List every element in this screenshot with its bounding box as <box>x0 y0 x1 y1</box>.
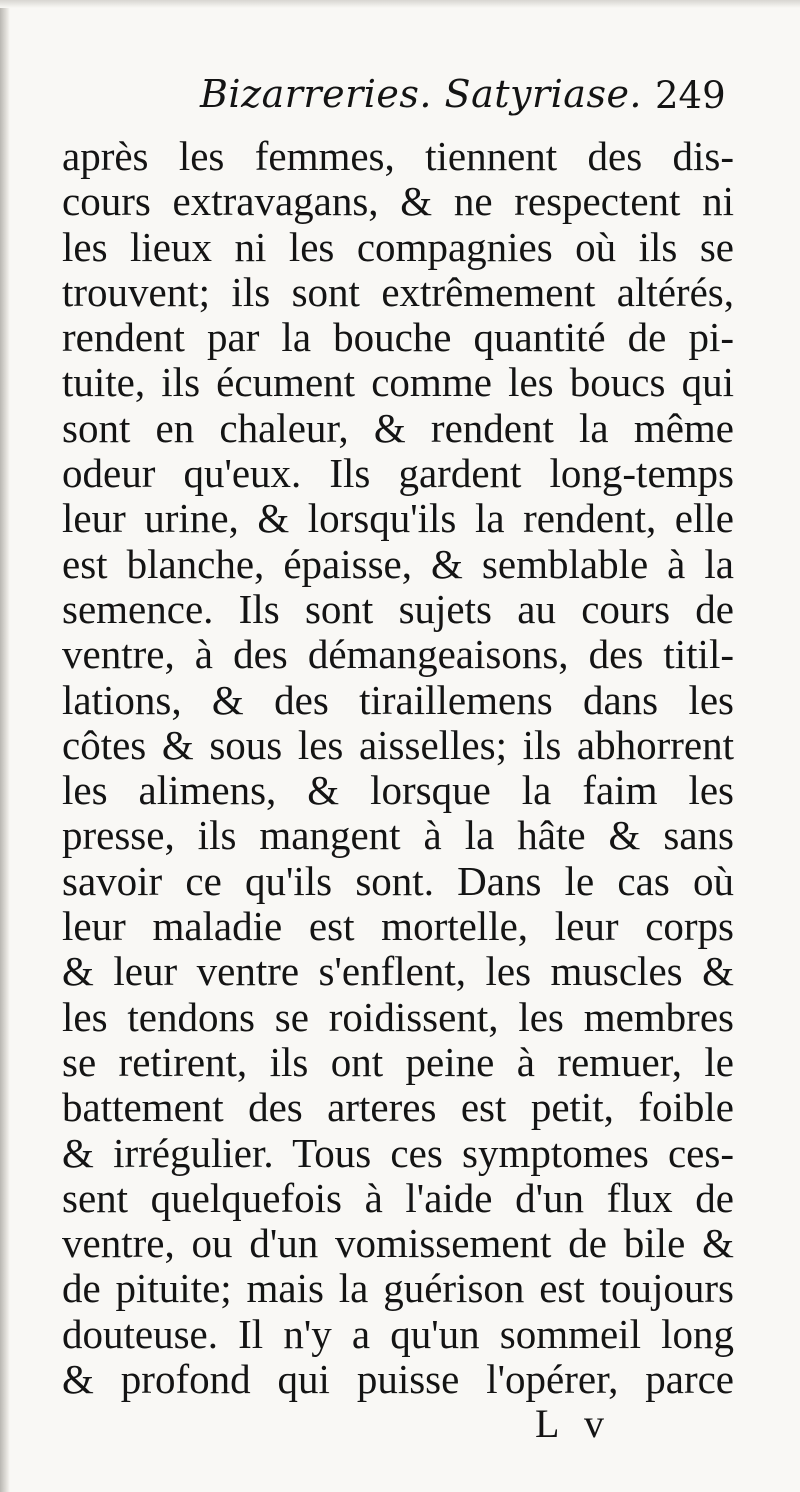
text-line: semence. Ils sont sujets au cours de <box>62 585 734 632</box>
text-line: & leur ventre s'enflent, les muscles & <box>62 948 734 995</box>
text-line: sont en chaleur, & rendent la même <box>62 404 734 451</box>
text-line: les tendons se roidissent, les membres <box>62 993 734 1040</box>
text-line: se retirent, ils ont peine à remuer, le <box>62 1038 734 1085</box>
text-line: & profond qui puisse l'opérer, parce <box>62 1356 734 1403</box>
text-line: presse, ils mangent à la hâte & sans <box>62 812 734 859</box>
text-line: savoir ce qu'ils sont. Dans le cas où <box>62 857 734 904</box>
text-line: après les femmes, tiennent des dis- <box>62 133 734 179</box>
text-line: les alimens, & lorsque la faim les <box>62 767 734 814</box>
text-line: douteuse. Il n'y a qu'un sommeil long <box>62 1310 734 1357</box>
page-top-shadow <box>0 0 800 8</box>
text-line: leur urine, & lorsqu'ils la rendent, elle <box>62 495 734 542</box>
text-line: cours extravagans, & ne respectent ni <box>62 178 734 225</box>
text-line: ventre, à des démangeaisons, des titil- <box>62 631 734 678</box>
text-line: odeur qu'eux. Ils gardent long-temps <box>62 450 734 497</box>
signature-mark: L v <box>535 1401 612 1446</box>
running-head: Bizarreries. Satyriase. <box>200 72 643 116</box>
page-edge-shadow <box>0 0 10 1492</box>
text-line: ventre, ou d'un vomissement de bile & <box>62 1220 734 1267</box>
text-line: & irrégulier. Tous ces symptomes ces- <box>62 1129 734 1176</box>
text-line: tuite, ils écument comme les boucs qui <box>62 359 734 406</box>
text-line: battement des arteres est petit, foible <box>62 1084 734 1131</box>
text-line: rendent par la bouche quantité de pi- <box>62 314 734 361</box>
body-text <box>62 134 734 1402</box>
text-line: est blanche, épaisse, & semblable à la <box>62 540 734 587</box>
page-number: 249 <box>655 74 726 117</box>
page-header <box>0 66 800 126</box>
text-line: leur maladie est mortelle, leur corps <box>62 903 734 950</box>
text-line: de pituite; mais la guérison est toujours <box>62 1265 734 1312</box>
text-line: côtes & sous les aisselles; ils abhorrent <box>62 721 734 768</box>
text-line: sent quelquefois à l'aide d'un flux de <box>62 1174 734 1221</box>
text-line: les lieux ni les compagnies où ils se <box>62 223 734 270</box>
text-line: lations, & des tiraillemens dans les <box>62 676 734 723</box>
text-line: trouvent; ils sont extrêmement altérés, <box>62 268 734 315</box>
